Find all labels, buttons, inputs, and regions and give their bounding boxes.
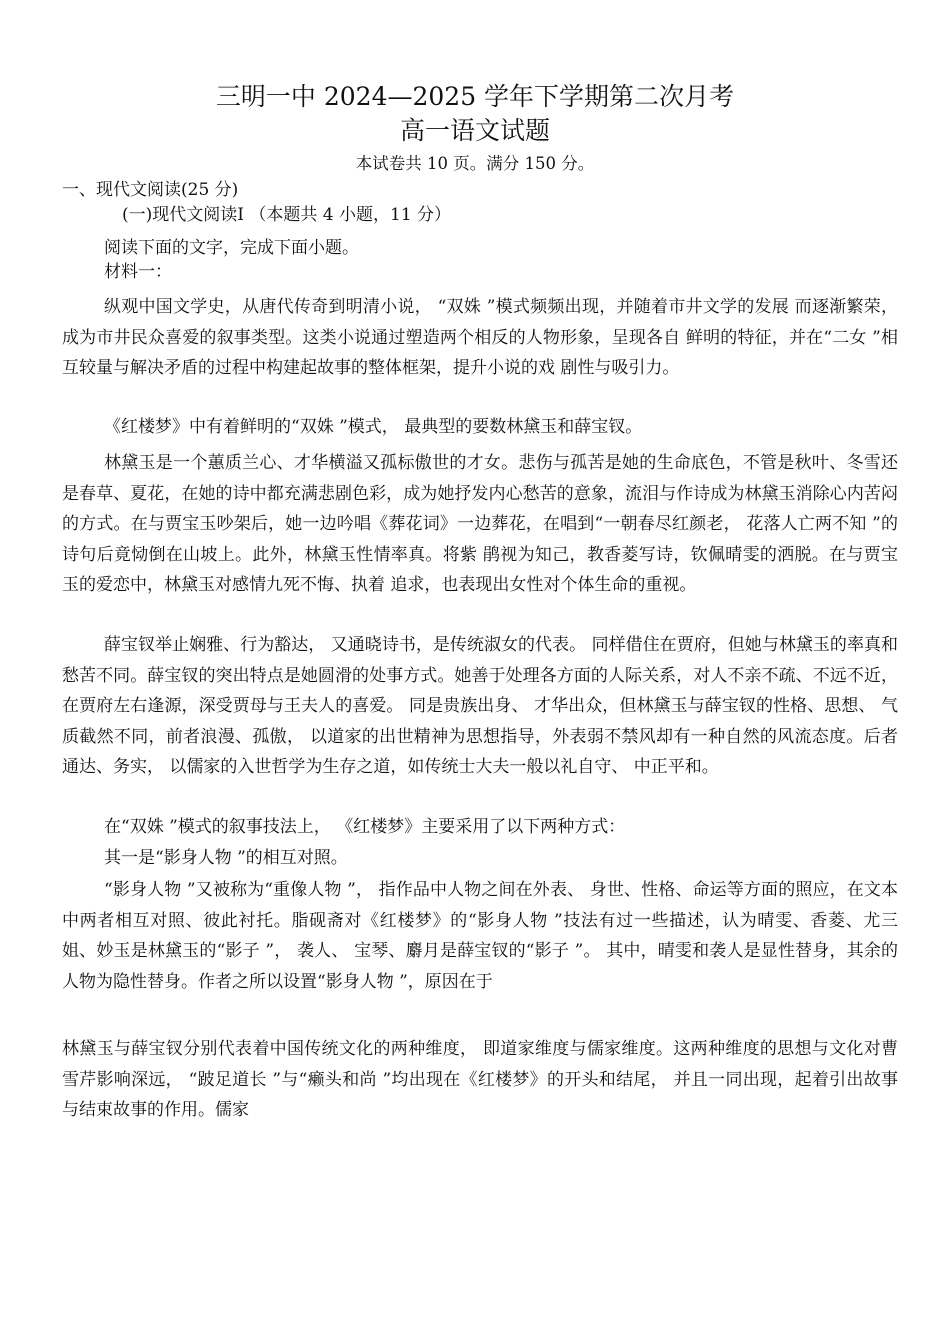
paragraph-7: “影身人物 ”又被称为“重像人物 ”， 指作品中人物之间在外表、 身世、性格、命运等方面的照应，在文本中两者相互对照、彼此衬托。脂砚斋对《红楼梦》的“影身人物 ”技法有过一些描述，认为晴雯、香菱、尤三姐、妙玉是林黛玉的“影子 ”， 袭人、 宝琴、麝月是薛宝钗的“影子 ”。 其中，晴雯和袭人是显性替身，其余的人物为隐性替身。作者之所以设置“影身人物 ”，原因在于 — [62, 880, 898, 992]
reading-instruction: 阅读下面的文字，完成下面小题。 — [104, 238, 359, 258]
paragraph-4: 薛宝钗举止娴雅、行为豁达， 又通晓诗书，是传统淑女的代表。 同样借住在贾府，但她与林黛玉的率真和愁苦不同。薛宝钗的突出特点是她圆滑的处事方式。她善于处理各方面的人际关系，对人不亲不疏、不远不近，在贾府左右逢源，深受贾母与王夫人的喜爱。 同是贵族出身、 才华出众，但林黛玉与薛宝钗的性格、思想、 气质截然不同，前者浪漫、孤傲， 以道家的出世精神为思想指导，外表弱不禁风却有一种自然的风流态度。后者通达、务实， 以儒家的入世哲学为生存之道，如传统士大夫一般以礼自守、 中正平和。 — [62, 635, 898, 777]
paragraph-5: 在“双姝 ”模式的叙事技法上， 《红楼梦》主要采用了以下两种方式： — [104, 817, 626, 837]
paragraph-3: 林黛玉是一个蕙质兰心、才华横溢又孤标傲世的才女。悲伤与孤苦是她的生命底色，不管是秋叶、冬雪还是春草、夏花，在她的诗中都充满悲剧色彩，成为她抒发内心愁苦的意象，流泪与作诗成为林黛玉消除心内苦闷的方式。在与贾宝玉吵架后，她一边吟唱《葬花词》一边葬花，在唱到“一朝春尽红颜老， 花落人亡两不知 ”的诗句后竟恸倒在山坡上。此外，林黛玉性情率真。将紫 鹃视为知己，教香菱写诗，钦佩晴雯的洒脱。在与贾宝玉的爱恋中，林黛玉对感情九死不悔、执着 追求，也表现出女性对个体生命的重视。 — [62, 453, 898, 595]
section-subheading: (一)现代文阅读Ⅰ （本题共 4 小题，11 分） — [122, 205, 452, 225]
paragraph-2: 《红楼梦》中有着鲜明的“双姝 ”模式， 最典型的要数林黛玉和薛宝钗。 — [104, 417, 643, 437]
paragraph-6: 其一是“影身人物 ”的相互对照。 — [104, 848, 348, 868]
exam-title: 三明一中 2024—2025 学年下学期第二次月考 — [215, 82, 735, 111]
material-label: 材料一： — [104, 262, 172, 282]
section-heading: 一、现代文阅读(25 分) — [62, 180, 239, 200]
exam-note: 本试卷共 10 页。满分 150 分。 — [355, 154, 595, 173]
subject-title: 高一语文试题 — [399, 116, 550, 145]
paragraph-8: 林黛玉与薛宝钗分别代表着中国传统文化的两种维度， 即道家维度与儒家维度。这两种维度的思想与文化对曹雪芹影响深远， “跛足道长 ”与“癞头和尚 ”均出现在《红楼梦》的开头和结尾， 并且一同出现，起着引出故事与结束故事的作用。儒家 — [62, 1039, 898, 1120]
paragraph-1: 纵观中国文学史，从唐代传奇到明清小说， “双姝 ”模式频频出现，并随着市井文学的发展 而逐渐繁荣，成为市井民众喜爱的叙事类型。这类小说通过塑造两个相反的人物形象，呈现各自 鲜明的特征，并在“二女 ”相互较量与解决矛盾的过程中构建起故事的整体框架，提升小说的戏 剧性与吸引力。 — [62, 297, 898, 378]
